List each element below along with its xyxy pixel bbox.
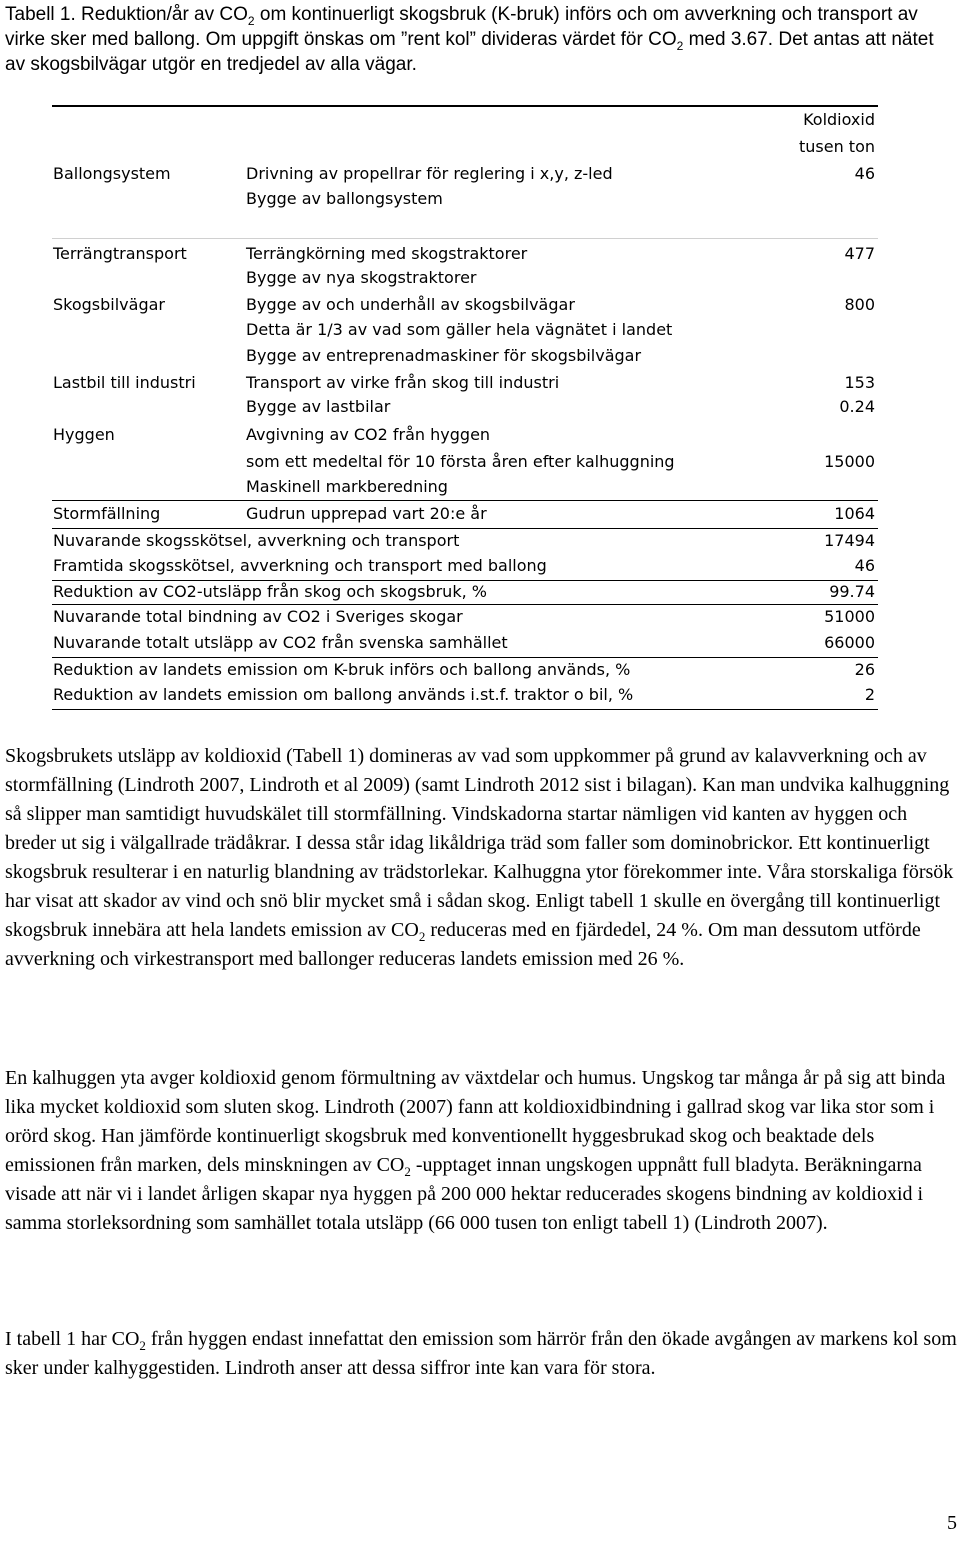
row-description: Avgivning av CO2 från hyggen <box>246 425 491 444</box>
row-value: 153 <box>844 373 875 392</box>
emission-table <box>52 0 878 720</box>
row-value: 800 <box>844 295 875 314</box>
row-rule <box>52 500 878 501</box>
header-unit-line1: Koldioxid <box>803 110 875 129</box>
row-description: Transport av virke från skog till industri <box>246 373 560 392</box>
paragraph-1: Skogsbrukets utsläpp av koldioxid (Tabell 1) domineras av vad som uppkommer på grund av kalavverkning och av stormfällning (Lindroth 2007, Lindroth et al 2009) (samt Lindroth 2012 sist i bilagan). Kan man undvika kalhuggning så slipper man samtidigt huvudskälet till stormfällning. Vindskadorna startar nämligen vid kanten av hyggen och breder ut sig i välgallrade trädåkrar. I dessa står idag likåldriga träd som faller som dominobrickor. Ett kontinuerligt skogsbruk resulterar i en naturlig blandning av trädstorlekar. Kalhuggna ytor förekommer inte. Våra storskaliga försök har visat att skador av vind och snö blir mycket små i sådan skog. Enligt tabell 1 skulle en övergång till kontinuerligt skogsbruk innebära att hela landets emission av $CO_2$ reduceras med en fjärdedel, 24 %. Om man dessutom utförde avverkning och virkestransport med ballonger reduceras landets emission med 26 %. <box>5 745 954 970</box>
paragraph-2: En kalhuggen yta avger koldioxid genom förmultning av växtdelar och humus. Ungskog tar många år på sig att binda lika mycket koldioxid som sluten skog. Lindroth (2007) fann att koldioxidbindning i gallrad skog var lika stor som i orörd skog. Han jämförde kontinuerligt skogsbruk med konventionellt hyggesbrukad skog och beaktade dels emissionen från marken, dels minskningen av $CO_2$ -upptaget innan ungskogen uppnått full bladyta. Beräkningarna visade att när vi i landet årligen skapar nya hyggen på 200 000 hektar reducerades skogens bindning av koldioxid i samma storleksordning som samhället totala utsläpp (66 000 tusen ton enligt tabell 1) (Lindroth 2007). <box>5 1067 946 1234</box>
header-unit-line2: tusen ton <box>798 137 875 156</box>
summary-label: Reduktion av landets emission om K-bruk införs och ballong används, % <box>53 660 631 679</box>
row-category: Hyggen <box>53 425 115 444</box>
row-description: Bygge av lastbilar <box>246 397 391 416</box>
row-category: Ballongsystem <box>53 164 171 183</box>
row-category: Skogsbilvägar <box>53 295 165 314</box>
table-top-rule <box>52 105 878 107</box>
row-description: Bygge av och underhåll av skogsbilvägar <box>246 295 575 314</box>
table-caption: Tabell 1. Reduktion/år av $CO_2$ om kontinuerligt skogsbruk (K-bruk) införs och om avverkning och transport av virke sker med ballong. Om uppgift önskas om ”rent kol” divideras värdet för $CO_2$ med 3.67. Det antas att nätet av skogsbilvägar utgör en tredjedel av alla vägar. <box>5 4 934 75</box>
summary-label: Nuvarande totalt utsläpp av CO2 från svenska samhället <box>53 633 508 652</box>
row-description: Bygge av ballongsystem <box>246 189 443 208</box>
row-description: Bygge av nya skogstraktorer <box>246 268 477 287</box>
row-value: 477 <box>844 244 875 263</box>
summary-value: 46 <box>854 556 875 575</box>
row-description: Maskinell markberedning <box>246 477 448 496</box>
summary-label: Nuvarande skogsskötsel, avverkning och transport <box>53 531 460 550</box>
summary-value: 66000 <box>824 633 875 652</box>
summary-label: Framtida skogsskötsel, avverkning och transport med ballong <box>53 556 547 575</box>
row-value: 46 <box>854 164 875 183</box>
page-number: 5 <box>947 1512 957 1534</box>
table-bottom-rule <box>52 709 878 710</box>
row-description: Detta är 1/3 av vad som gäller hela vägnätet i landet <box>246 320 673 339</box>
summary-value: 99.74 <box>829 582 875 601</box>
row-category: Lastbil till industri <box>53 373 196 392</box>
row-rule <box>52 604 878 605</box>
row-description: Terrängkörning med skogstraktorer <box>246 244 528 263</box>
summary-label: Reduktion av CO2-utsläpp från skog och skogsbruk, % <box>53 582 487 601</box>
row-description: Bygge av entreprenadmaskiner för skogsbilvägar <box>246 346 642 365</box>
row-description: Drivning av propellrar för reglering i x,y, z-led <box>246 164 613 183</box>
summary-value: 26 <box>854 660 875 679</box>
row-category: Stormfällning <box>53 504 161 523</box>
row-rule <box>52 580 878 581</box>
summary-value: 51000 <box>824 607 875 626</box>
summary-value: 2 <box>864 685 875 704</box>
row-value: 15000 <box>824 452 875 471</box>
row-rule <box>52 657 878 658</box>
row-category: Terrängtransport <box>53 244 187 263</box>
row-description: som ett medeltal för 10 första åren efter kalhuggning <box>246 452 675 471</box>
summary-label: Reduktion av landets emission om ballong används i.st.f. traktor o bil, % <box>53 685 634 704</box>
row-value: 0.24 <box>839 397 875 416</box>
row-value: 1064 <box>834 504 875 523</box>
summary-value: 17494 <box>824 531 875 550</box>
paragraph-3: I tabell 1 har $CO_2$ från hyggen endast innefattat den emission som härrör från den ökade avgången av markens kol som sker under kalhyggestiden. Lindroth anser att dessa siffror inte kan vara för stora. <box>5 1328 957 1379</box>
summary-label: Nuvarande total bindning av CO2 i Sveriges skogar <box>53 607 463 626</box>
section-divider <box>52 238 878 239</box>
row-description: Gudrun upprepad vart 20:e år <box>246 504 487 523</box>
row-rule <box>52 528 878 529</box>
